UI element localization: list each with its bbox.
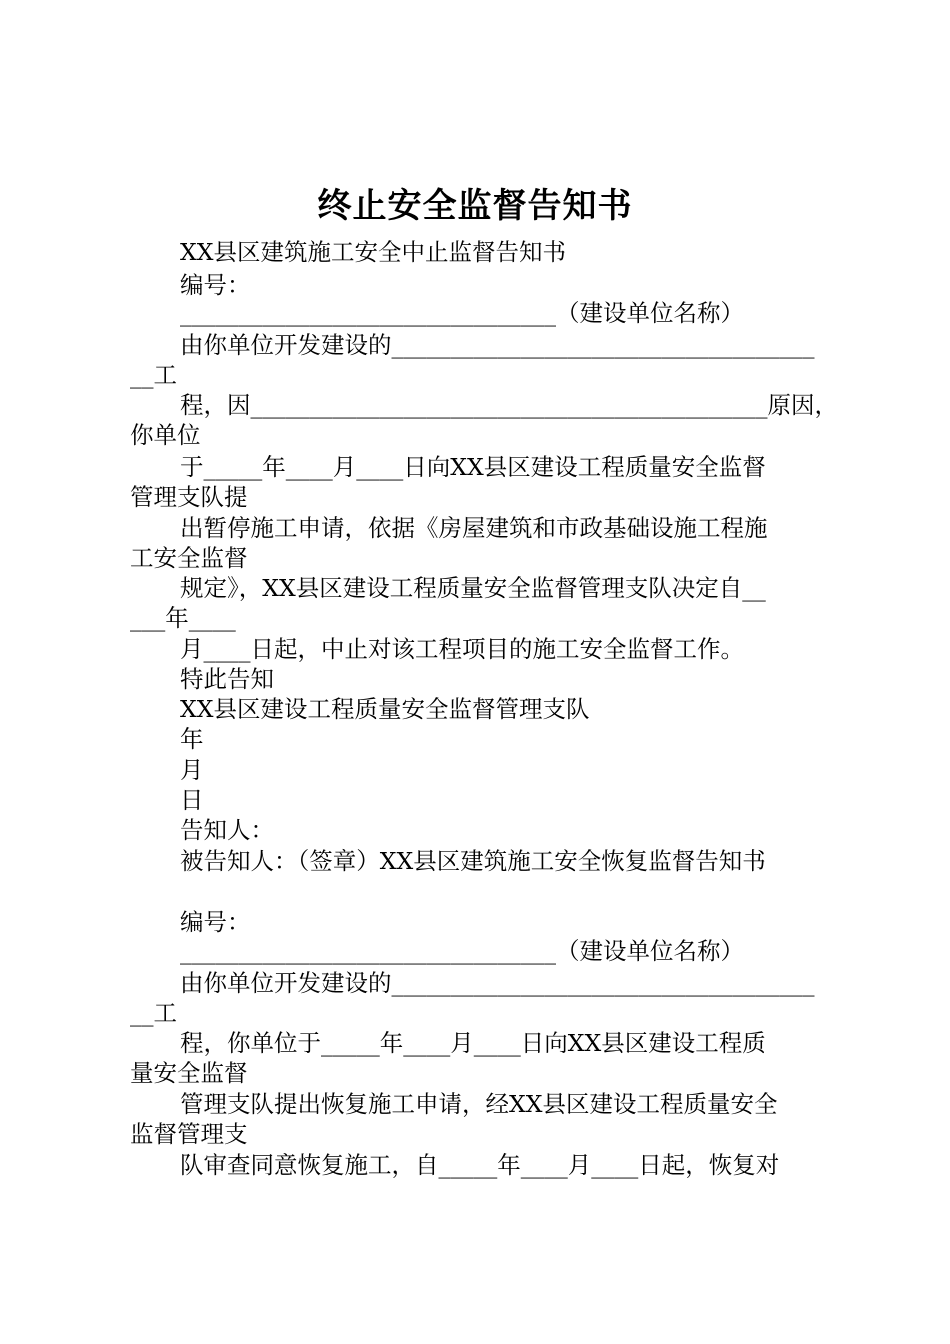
text-line: __工 (130, 999, 177, 1027)
text-line: 程，你单位于_____年____月____日向XX县区建设工程质 (180, 1029, 766, 1057)
text-line: 月 (180, 756, 204, 784)
document-title: 终止安全监督告知书 (317, 186, 633, 226)
text-line: 编号： (180, 908, 251, 936)
text-line: 规定》，XX县区建设工程质量安全监督管理支队决定自__ (180, 574, 766, 602)
text-line: 管理支队提 (130, 483, 248, 511)
text-line: XX县区建筑施工安全中止监督告知书 (180, 238, 566, 266)
text-line: 由你单位开发建设的____________________________________ (180, 969, 815, 997)
text-line: 工安全监督 (130, 544, 248, 572)
text-line: 特此告知 (180, 665, 274, 693)
text-line: 年 (180, 725, 204, 753)
text-line: ________________________________（建设单位名称） (180, 299, 744, 327)
text-line: 出暂停施工申请，依据《房屋建筑和市政基础设施工程施 (180, 514, 768, 542)
text-line: ___年____ (130, 604, 236, 632)
text-line: XX县区建设工程质量安全监督管理支队 (180, 695, 590, 723)
text-line: ________________________________（建设单位名称） (180, 937, 744, 965)
text-line: 你单位 (130, 421, 201, 449)
text-line: 队审查同意恢复施工，自_____年____月____日起，恢复对 (180, 1151, 780, 1179)
text-line: 编号： (180, 271, 251, 299)
text-line: 于_____年____月____日向XX县区建设工程质量安全监督 (180, 453, 766, 481)
text-line: 月____日起，中止对该工程项目的施工安全监督工作。 (180, 635, 744, 663)
text-line: 被告知人：（签章）XX县区建筑施工安全恢复监督告知书 (180, 847, 766, 875)
text-line: __工 (130, 361, 177, 389)
text-line: 监督管理支 (130, 1120, 248, 1148)
text-line: 告知人： (180, 816, 274, 844)
text-line: 程，因____________________________________________原因， (180, 391, 838, 419)
text-line: 由你单位开发建设的____________________________________ (180, 331, 815, 359)
text-line: 管理支队提出恢复施工申请，经XX县区建设工程质量安全 (180, 1090, 778, 1118)
text-line: 日 (180, 786, 204, 814)
text-line: 量安全监督 (130, 1059, 248, 1087)
